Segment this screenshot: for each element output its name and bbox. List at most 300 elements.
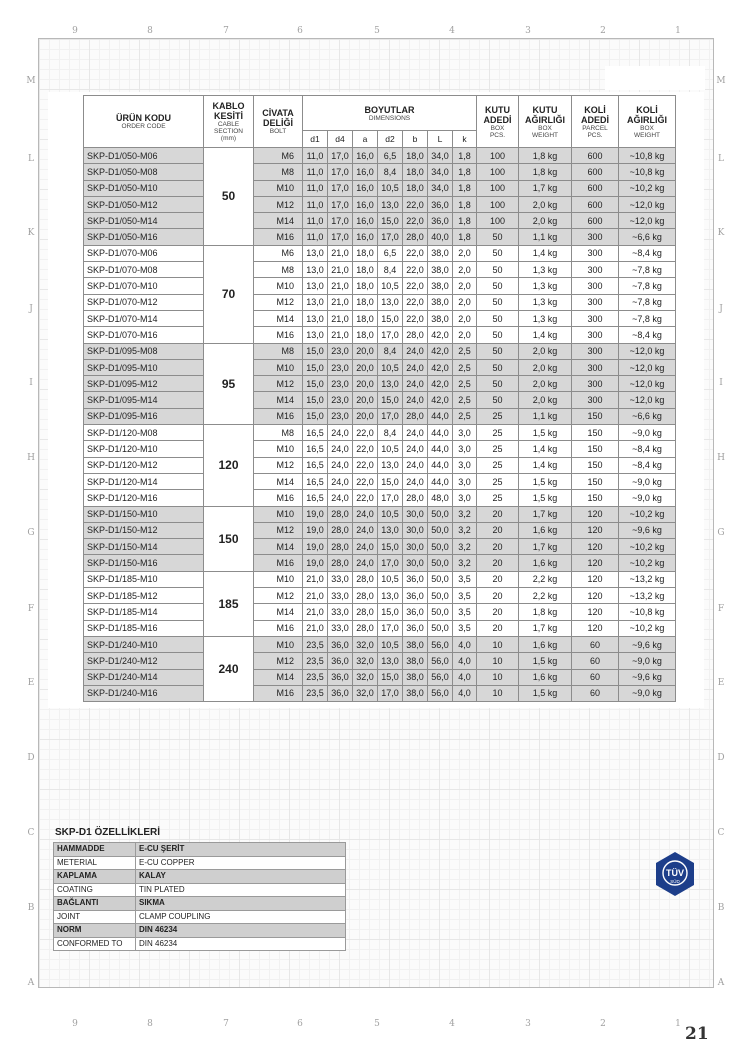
dimension-cell: 23,0 <box>328 343 353 359</box>
order-code-cell: SKP-D1/070-M06 <box>84 245 204 261</box>
dimension-cell: 13,0 <box>303 294 328 310</box>
order-code-cell: SKP-D1/150-M14 <box>84 539 204 555</box>
bolt-cell: M10 <box>254 278 303 294</box>
parcel-qty-cell: 60 <box>572 669 619 685</box>
dimension-cell: 22,0 <box>403 278 428 294</box>
dimension-cell: 28,0 <box>328 522 353 538</box>
order-code-cell: SKP-D1/120-M12 <box>84 457 204 473</box>
bolt-cell: M12 <box>254 457 303 473</box>
box-weight-cell: 2,0 kg <box>519 376 572 392</box>
dimension-cell: 36,0 <box>328 669 353 685</box>
frame-letter-left: H <box>27 453 35 463</box>
dimension-cell: 11,0 <box>303 229 328 245</box>
frame-number-top: 8 <box>147 26 153 36</box>
dimension-cell: 24,0 <box>328 457 353 473</box>
dimension-cell: 1,8 <box>453 213 477 229</box>
order-code-cell: SKP-D1/150-M10 <box>84 506 204 522</box>
dimension-cell: 19,0 <box>303 506 328 522</box>
dim-col-header: b <box>403 131 428 148</box>
box-weight-cell: 1,1 kg <box>519 229 572 245</box>
order-code-cell: SKP-D1/050-M16 <box>84 229 204 245</box>
dimension-cell: 42,0 <box>428 392 453 408</box>
parcel-qty-cell: 300 <box>572 278 619 294</box>
property-value: DIN 46234 <box>136 937 346 951</box>
bolt-cell: M12 <box>254 653 303 669</box>
dimension-cell: 21,0 <box>328 262 353 278</box>
dimension-cell: 22,0 <box>353 457 378 473</box>
bolt-cell: M14 <box>254 604 303 620</box>
properties-table <box>53 842 346 951</box>
dimension-cell: 17,0 <box>328 148 353 164</box>
property-value: SIKMA <box>136 897 346 911</box>
table-row <box>84 604 676 620</box>
dimension-cell: 10,5 <box>378 441 403 457</box>
dimension-cell: 21,0 <box>303 571 328 587</box>
dimension-cell: 20,0 <box>353 392 378 408</box>
table-row <box>84 408 676 424</box>
frame-number-bottom: 2 <box>600 1019 606 1029</box>
frame-number-bottom: 3 <box>525 1019 531 1029</box>
parcel-qty-cell: 120 <box>572 506 619 522</box>
dimension-cell: 2,0 <box>453 245 477 261</box>
box-weight-cell: 1,6 kg <box>519 555 572 571</box>
dimension-cell: 50,0 <box>428 539 453 555</box>
dimension-cell: 24,0 <box>403 392 428 408</box>
header-order-code: ÜRÜN KODU ORDER CODE <box>84 96 204 148</box>
box-weight-cell: 1,8 kg <box>519 148 572 164</box>
dimension-cell: 13,0 <box>378 457 403 473</box>
dimension-cell: 28,0 <box>328 555 353 571</box>
box-qty-cell: 25 <box>477 473 519 489</box>
box-qty-cell: 10 <box>477 636 519 652</box>
dimension-cell: 1,8 <box>453 164 477 180</box>
box-weight-cell: 1,3 kg <box>519 262 572 278</box>
dimension-cell: 56,0 <box>428 669 453 685</box>
table-row <box>84 213 676 229</box>
dimension-cell: 10,5 <box>378 278 403 294</box>
dimension-cell: 42,0 <box>428 376 453 392</box>
dimension-cell: 30,0 <box>403 506 428 522</box>
frame-letter-left: I <box>29 378 33 388</box>
parcel-qty-cell: 600 <box>572 164 619 180</box>
dimension-cell: 44,0 <box>428 408 453 424</box>
parcel-weight-cell: ~9,6 kg <box>619 522 676 538</box>
table-row <box>84 245 676 261</box>
parcel-qty-cell: 60 <box>572 685 619 701</box>
frame-letter-right: I <box>719 378 723 388</box>
order-code-cell: SKP-D1/150-M16 <box>84 555 204 571</box>
frame-letter-left: C <box>27 828 35 838</box>
bolt-cell: M8 <box>254 164 303 180</box>
parcel-qty-cell: 300 <box>572 245 619 261</box>
dimension-cell: 22,0 <box>353 490 378 506</box>
dimension-cell: 28,0 <box>353 604 378 620</box>
dimension-cell: 44,0 <box>428 473 453 489</box>
dimension-cell: 22,0 <box>403 262 428 278</box>
dimension-cell: 3,0 <box>453 425 477 441</box>
dimension-cell: 24,0 <box>328 490 353 506</box>
dim-col-header: d4 <box>328 131 353 148</box>
parcel-weight-cell: ~8,4 kg <box>619 441 676 457</box>
dimension-cell: 2,5 <box>453 359 477 375</box>
dimension-cell: 17,0 <box>378 490 403 506</box>
bolt-cell: M14 <box>254 473 303 489</box>
dimension-cell: 17,0 <box>378 555 403 571</box>
page-number: 21 <box>685 1024 709 1044</box>
dimension-cell: 13,0 <box>303 327 328 343</box>
box-weight-cell: 1,7 kg <box>519 620 572 636</box>
table-row <box>84 392 676 408</box>
property-value: TIN PLATED <box>136 883 346 897</box>
property-label: BAĞLANTI <box>54 897 136 911</box>
dimension-cell: 24,0 <box>353 539 378 555</box>
dimension-cell: 3,0 <box>453 490 477 506</box>
order-code-cell: SKP-D1/050-M06 <box>84 148 204 164</box>
box-weight-cell: 1,5 kg <box>519 425 572 441</box>
parcel-qty-cell: 150 <box>572 473 619 489</box>
dimension-cell: 10,5 <box>378 359 403 375</box>
dimension-cell: 18,0 <box>353 278 378 294</box>
box-weight-cell: 1,3 kg <box>519 310 572 326</box>
dimension-cell: 22,0 <box>403 213 428 229</box>
parcel-qty-cell: 300 <box>572 343 619 359</box>
dimension-cell: 28,0 <box>353 571 378 587</box>
order-code-cell: SKP-D1/185-M14 <box>84 604 204 620</box>
bolt-cell: M10 <box>254 180 303 196</box>
dimension-cell: 11,0 <box>303 164 328 180</box>
dimension-cell: 28,0 <box>403 408 428 424</box>
dimension-cell: 15,0 <box>303 343 328 359</box>
dimension-cell: 2,0 <box>453 262 477 278</box>
order-code-cell: SKP-D1/070-M16 <box>84 327 204 343</box>
box-weight-cell: 1,8 kg <box>519 604 572 620</box>
dimension-cell: 30,0 <box>403 522 428 538</box>
dimension-cell: 2,5 <box>453 392 477 408</box>
dimension-cell: 18,0 <box>353 245 378 261</box>
table-row <box>84 148 676 164</box>
box-weight-cell: 1,4 kg <box>519 441 572 457</box>
dimension-cell: 18,0 <box>403 164 428 180</box>
dimension-cell: 23,5 <box>303 669 328 685</box>
dimension-cell: 21,0 <box>328 327 353 343</box>
table-row <box>84 490 676 506</box>
frame-letter-right: H <box>717 453 725 463</box>
order-code-cell: SKP-D1/050-M10 <box>84 180 204 196</box>
bolt-cell: M8 <box>254 343 303 359</box>
properties-title: SKP-D1 ÖZELLİKLERİ <box>55 827 161 838</box>
box-qty-cell: 50 <box>477 310 519 326</box>
bolt-cell: M10 <box>254 636 303 652</box>
bolt-cell: M14 <box>254 539 303 555</box>
dimension-cell: 10,5 <box>378 636 403 652</box>
dimension-cell: 36,0 <box>403 620 428 636</box>
bolt-cell: M12 <box>254 196 303 212</box>
order-code-cell: SKP-D1/070-M10 <box>84 278 204 294</box>
dimension-cell: 17,0 <box>378 327 403 343</box>
box-qty-cell: 25 <box>477 441 519 457</box>
dim-col-header: a <box>353 131 378 148</box>
property-label: COATING <box>54 883 136 897</box>
frame-letter-left: D <box>27 753 35 763</box>
property-row <box>54 897 346 911</box>
parcel-weight-cell: ~7,8 kg <box>619 278 676 294</box>
bolt-cell: M14 <box>254 392 303 408</box>
dimension-cell: 8,4 <box>378 425 403 441</box>
dimension-cell: 23,0 <box>328 359 353 375</box>
box-qty-cell: 10 <box>477 653 519 669</box>
dimension-cell: 28,0 <box>328 506 353 522</box>
dimension-cell: 21,0 <box>328 310 353 326</box>
dimension-cell: 36,0 <box>428 213 453 229</box>
property-label: JOINT <box>54 910 136 924</box>
frame-number-bottom: 9 <box>72 1019 78 1029</box>
table-row <box>84 669 676 685</box>
dimension-cell: 13,0 <box>303 310 328 326</box>
dimension-cell: 36,0 <box>328 636 353 652</box>
property-label: CONFORMED TO <box>54 937 136 951</box>
box-weight-cell: 1,3 kg <box>519 294 572 310</box>
parcel-qty-cell: 600 <box>572 180 619 196</box>
box-qty-cell: 20 <box>477 506 519 522</box>
dimension-cell: 11,0 <box>303 213 328 229</box>
box-weight-cell: 1,5 kg <box>519 685 572 701</box>
dimension-cell: 13,0 <box>303 278 328 294</box>
dimension-cell: 16,0 <box>353 180 378 196</box>
dimension-cell: 23,5 <box>303 653 328 669</box>
dimension-cell: 24,0 <box>403 376 428 392</box>
table-row <box>84 571 676 587</box>
frame-number-bottom: 8 <box>147 1019 153 1029</box>
dimension-cell: 10,5 <box>378 180 403 196</box>
dimension-cell: 16,5 <box>303 457 328 473</box>
dimension-cell: 4,0 <box>453 685 477 701</box>
order-code-cell: SKP-D1/185-M12 <box>84 588 204 604</box>
parcel-weight-cell: ~7,8 kg <box>619 294 676 310</box>
dimension-cell: 22,0 <box>403 245 428 261</box>
dimension-cell: 2,0 <box>453 294 477 310</box>
box-qty-cell: 20 <box>477 571 519 587</box>
dimension-cell: 3,0 <box>453 473 477 489</box>
frame-letter-right: L <box>718 154 724 164</box>
order-code-cell: SKP-D1/095-M08 <box>84 343 204 359</box>
dimension-cell: 28,0 <box>403 490 428 506</box>
table-row <box>84 539 676 555</box>
property-value: E-CU COPPER <box>136 856 346 870</box>
cable-section-cell: 50 <box>204 148 254 246</box>
table-row <box>84 262 676 278</box>
order-code-cell: SKP-D1/050-M14 <box>84 213 204 229</box>
dimension-cell: 4,0 <box>453 669 477 685</box>
box-qty-cell: 20 <box>477 555 519 571</box>
box-weight-cell: 1,5 kg <box>519 653 572 669</box>
dimension-cell: 11,0 <box>303 180 328 196</box>
parcel-weight-cell: ~12,0 kg <box>619 359 676 375</box>
order-code-cell: SKP-D1/120-M08 <box>84 425 204 441</box>
bolt-cell: M14 <box>254 213 303 229</box>
bolt-cell: M16 <box>254 229 303 245</box>
dimension-cell: 8,4 <box>378 164 403 180</box>
box-qty-cell: 20 <box>477 604 519 620</box>
box-weight-cell: 1,7 kg <box>519 506 572 522</box>
box-weight-cell: 1,7 kg <box>519 180 572 196</box>
dimension-cell: 36,0 <box>403 588 428 604</box>
dimension-cell: 16,5 <box>303 490 328 506</box>
dimension-cell: 17,0 <box>328 229 353 245</box>
header-box-qty: KUTU ADEDİ BOX PCS. <box>477 96 519 148</box>
table-row <box>84 278 676 294</box>
dimension-cell: 3,5 <box>453 604 477 620</box>
dimension-cell: 13,0 <box>378 294 403 310</box>
frame-letter-right: J <box>719 304 723 314</box>
order-code-cell: SKP-D1/050-M12 <box>84 196 204 212</box>
parcel-weight-cell: ~9,0 kg <box>619 653 676 669</box>
bolt-cell: M16 <box>254 620 303 636</box>
dimension-cell: 28,0 <box>403 229 428 245</box>
dimension-cell: 44,0 <box>428 457 453 473</box>
frame-number-bottom: 7 <box>223 1019 229 1029</box>
parcel-qty-cell: 600 <box>572 148 619 164</box>
dimension-cell: 24,0 <box>403 473 428 489</box>
bolt-cell: M16 <box>254 555 303 571</box>
parcel-weight-cell: ~12,0 kg <box>619 196 676 212</box>
table-row <box>84 180 676 196</box>
dimension-cell: 2,5 <box>453 376 477 392</box>
box-weight-cell: 1,4 kg <box>519 245 572 261</box>
box-weight-cell: 1,4 kg <box>519 457 572 473</box>
dimension-cell: 30,0 <box>403 539 428 555</box>
dimension-cell: 28,0 <box>328 539 353 555</box>
dimension-cell: 32,0 <box>353 669 378 685</box>
dimension-cell: 15,0 <box>378 213 403 229</box>
box-weight-cell: 1,5 kg <box>519 490 572 506</box>
order-code-cell: SKP-D1/240-M16 <box>84 685 204 701</box>
parcel-weight-cell: ~6,6 kg <box>619 408 676 424</box>
dimension-cell: 24,0 <box>403 441 428 457</box>
parcel-weight-cell: ~10,8 kg <box>619 164 676 180</box>
table-row <box>84 620 676 636</box>
box-qty-cell: 20 <box>477 620 519 636</box>
order-code-cell: SKP-D1/240-M14 <box>84 669 204 685</box>
frame-letter-right: E <box>717 678 725 688</box>
parcel-weight-cell: ~13,2 kg <box>619 571 676 587</box>
parcel-qty-cell: 120 <box>572 571 619 587</box>
box-qty-cell: 100 <box>477 180 519 196</box>
box-qty-cell: 20 <box>477 588 519 604</box>
frame-letter-left: G <box>27 528 35 538</box>
box-qty-cell: 50 <box>477 392 519 408</box>
frame-number-bottom: 4 <box>449 1019 455 1029</box>
dimension-cell: 17,0 <box>378 685 403 701</box>
box-weight-cell: 1,5 kg <box>519 473 572 489</box>
bolt-cell: M10 <box>254 441 303 457</box>
frame-letter-right: D <box>717 753 725 763</box>
order-code-cell: SKP-D1/120-M14 <box>84 473 204 489</box>
property-row <box>54 843 346 857</box>
dimension-cell: 33,0 <box>328 604 353 620</box>
dimension-cell: 33,0 <box>328 588 353 604</box>
bolt-cell: M6 <box>254 148 303 164</box>
dimension-cell: 13,0 <box>378 196 403 212</box>
frame-letter-left: F <box>27 604 35 614</box>
parcel-weight-cell: ~9,6 kg <box>619 669 676 685</box>
parcel-weight-cell: ~9,0 kg <box>619 473 676 489</box>
box-weight-cell: 2,0 kg <box>519 392 572 408</box>
dimension-cell: 28,0 <box>353 588 378 604</box>
dimension-cell: 23,0 <box>328 408 353 424</box>
dimension-cell: 16,0 <box>353 213 378 229</box>
frame-letter-left: J <box>29 304 33 314</box>
dimension-cell: 44,0 <box>428 425 453 441</box>
dimension-cell: 11,0 <box>303 196 328 212</box>
dimension-cell: 15,0 <box>303 408 328 424</box>
table-row <box>84 359 676 375</box>
box-qty-cell: 25 <box>477 457 519 473</box>
box-qty-cell: 20 <box>477 539 519 555</box>
order-code-cell: SKP-D1/185-M16 <box>84 620 204 636</box>
table-row <box>84 441 676 457</box>
dimension-cell: 40,0 <box>428 229 453 245</box>
dimension-cell: 20,0 <box>353 343 378 359</box>
order-code-cell: SKP-D1/240-M10 <box>84 636 204 652</box>
dimension-cell: 50,0 <box>428 555 453 571</box>
dimension-cell: 17,0 <box>328 180 353 196</box>
dimension-cell: 2,0 <box>453 327 477 343</box>
box-weight-cell: 1,6 kg <box>519 522 572 538</box>
cable-section-cell: 185 <box>204 571 254 636</box>
dim-col-header: d1 <box>303 131 328 148</box>
dimension-cell: 36,0 <box>428 196 453 212</box>
frame-number-top: 7 <box>223 26 229 36</box>
bolt-cell: M16 <box>254 685 303 701</box>
dimension-cell: 38,0 <box>428 310 453 326</box>
property-value: E-CU ŞERİT <box>136 843 346 857</box>
property-label: HAMMADDE <box>54 843 136 857</box>
order-code-cell: SKP-D1/095-M16 <box>84 408 204 424</box>
dimension-cell: 44,0 <box>428 441 453 457</box>
dimension-cell: 17,0 <box>378 229 403 245</box>
parcel-qty-cell: 300 <box>572 294 619 310</box>
header-row <box>84 96 676 131</box>
frame-number-bottom: 5 <box>374 1019 380 1029</box>
dimension-cell: 11,0 <box>303 148 328 164</box>
dimension-cell: 48,0 <box>428 490 453 506</box>
order-code-cell: SKP-D1/095-M14 <box>84 392 204 408</box>
bolt-cell: M14 <box>254 669 303 685</box>
bolt-cell: M10 <box>254 359 303 375</box>
cable-section-cell: 95 <box>204 343 254 424</box>
box-qty-cell: 20 <box>477 522 519 538</box>
property-value: DIN 46234 <box>136 924 346 938</box>
property-row <box>54 937 346 951</box>
parcel-weight-cell: ~10,8 kg <box>619 604 676 620</box>
dimension-cell: 50,0 <box>428 522 453 538</box>
dimension-cell: 13,0 <box>378 588 403 604</box>
parcel-weight-cell: ~8,4 kg <box>619 457 676 473</box>
frame-letter-left: A <box>27 978 35 988</box>
dimension-cell: 2,5 <box>453 408 477 424</box>
cable-section-cell: 120 <box>204 425 254 506</box>
header-cable-section: KABLO KESİTİ CABLE SECTION (mm) <box>204 96 254 148</box>
dimension-cell: 50,0 <box>428 604 453 620</box>
dimension-cell: 24,0 <box>353 522 378 538</box>
frame-letter-left: K <box>27 228 35 238</box>
dimension-cell: 19,0 <box>303 522 328 538</box>
dimension-cell: 34,0 <box>428 148 453 164</box>
parcel-weight-cell: ~9,0 kg <box>619 425 676 441</box>
frame-number-top: 9 <box>72 26 78 36</box>
bolt-cell: M16 <box>254 327 303 343</box>
header-bolt-hole: CİVATA DELİĞİ BOLT <box>254 96 303 148</box>
